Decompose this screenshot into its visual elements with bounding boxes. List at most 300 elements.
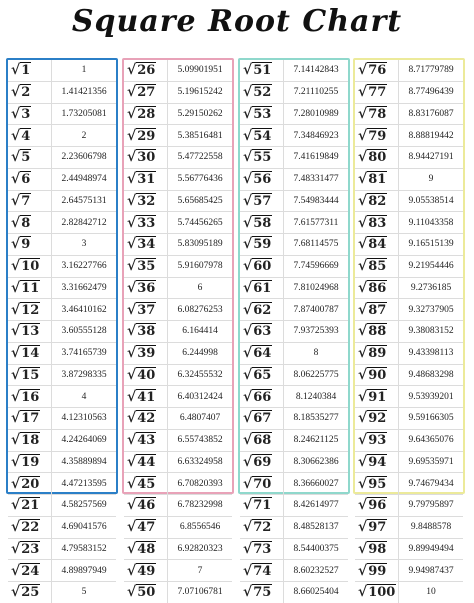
root-value: 8.77496439 (399, 81, 464, 103)
root-table (124, 60, 232, 603)
radical-cell (8, 321, 52, 343)
table-row (124, 342, 232, 364)
radical-symbol: √ (358, 562, 368, 579)
radical-symbol: √ (358, 279, 368, 296)
radicand: 30 (137, 150, 156, 166)
radicand: 84 (368, 237, 387, 253)
radical-cell (8, 190, 52, 212)
table-row (8, 560, 116, 582)
radicand: 64 (253, 346, 272, 362)
radical-cell (355, 234, 399, 256)
table-row (355, 234, 463, 256)
radical-symbol: √ (127, 236, 137, 253)
radical-cell (8, 168, 52, 190)
table-row (240, 60, 348, 81)
root-value: 4.89897949 (52, 560, 117, 582)
radical-cell (240, 321, 284, 343)
table-row (240, 364, 348, 386)
root-value: 9.74679434 (399, 473, 464, 495)
radical-cell (355, 495, 399, 517)
radical-symbol: √ (358, 258, 368, 275)
radical-symbol: √ (358, 584, 368, 601)
radical-symbol: √ (11, 410, 21, 427)
radical-cell (8, 103, 52, 125)
root-value: 1 (52, 60, 117, 81)
radical-symbol: √ (243, 345, 253, 362)
root-column-1 (6, 58, 118, 601)
root-value: 8.54400375 (284, 538, 349, 560)
root-value: 8.48528137 (284, 516, 349, 538)
table-row (355, 321, 463, 343)
root-value: 7.61577311 (284, 212, 349, 234)
root-value: 9.89949494 (399, 538, 464, 560)
root-value: 5.65685425 (168, 190, 233, 212)
radical-cell (8, 429, 52, 451)
radicand: 33 (137, 215, 156, 231)
radical-symbol: √ (358, 192, 368, 209)
radical-symbol: √ (127, 105, 137, 122)
table-row (240, 560, 348, 582)
root-value: 9.32737905 (399, 299, 464, 321)
table-row (8, 364, 116, 386)
radical-cell (8, 408, 52, 430)
root-value: 6.32455532 (168, 364, 233, 386)
table-row (240, 342, 348, 364)
radicand: 46 (137, 498, 156, 514)
root-value: 6.244998 (168, 342, 233, 364)
radical-symbol: √ (11, 192, 21, 209)
chart-title: Square Root Chart (71, 4, 403, 39)
table-row (355, 60, 463, 81)
root-value: 8.83176087 (399, 103, 464, 125)
table-row (8, 538, 116, 560)
root-value: 8.36660027 (284, 473, 349, 495)
radical-cell (124, 538, 168, 560)
root-value: 5.38516481 (168, 125, 233, 147)
table-row (8, 495, 116, 517)
radical-cell (124, 81, 168, 103)
radicand: 70 (253, 476, 272, 492)
radical-cell (8, 560, 52, 582)
radicand: 45 (137, 476, 156, 492)
table-row (8, 299, 116, 321)
table-row (240, 516, 348, 538)
radical-symbol: √ (11, 345, 21, 362)
radical-cell (8, 147, 52, 169)
table-row (355, 560, 463, 582)
root-value: 4.69041576 (52, 516, 117, 538)
radical-cell (124, 473, 168, 495)
radical-symbol: √ (358, 519, 368, 536)
radicand: 78 (368, 106, 387, 122)
radical-cell (8, 495, 52, 517)
radical-symbol: √ (358, 475, 368, 492)
table-row (355, 495, 463, 517)
radicand: 50 (137, 585, 156, 601)
radicand: 96 (368, 498, 387, 514)
radical-cell (124, 299, 168, 321)
table-row (124, 364, 232, 386)
radical-cell (240, 190, 284, 212)
root-value: 7.28010989 (284, 103, 349, 125)
root-value: 8.94427191 (399, 147, 464, 169)
radicand: 16 (21, 389, 40, 405)
radical-cell (8, 582, 52, 603)
radical-symbol: √ (11, 84, 21, 101)
radical-cell (240, 516, 284, 538)
radical-cell (240, 364, 284, 386)
radical-symbol: √ (127, 388, 137, 405)
root-value: 2 (52, 125, 117, 147)
radical-symbol: √ (11, 519, 21, 536)
radicand: 52 (253, 85, 272, 101)
root-value: 9 (399, 168, 464, 190)
radical-symbol: √ (127, 410, 137, 427)
radicand: 47 (137, 520, 156, 536)
radical-symbol: √ (358, 84, 368, 101)
radical-symbol: √ (243, 301, 253, 318)
radical-symbol: √ (127, 127, 137, 144)
radical-symbol: √ (243, 258, 253, 275)
root-value: 3.46410162 (52, 299, 117, 321)
table-row (8, 342, 116, 364)
root-value: 6.40312424 (168, 386, 233, 408)
radicand: 59 (253, 237, 272, 253)
radicand: 66 (253, 389, 272, 405)
table-row (355, 190, 463, 212)
root-value: 3.74165739 (52, 342, 117, 364)
root-value: 9.05538514 (399, 190, 464, 212)
radicand: 62 (253, 302, 272, 318)
table-row (240, 495, 348, 517)
radical-symbol: √ (358, 149, 368, 166)
table-row (8, 147, 116, 169)
table-row (355, 168, 463, 190)
root-value: 4.12310563 (52, 408, 117, 430)
radical-cell (355, 538, 399, 560)
radical-cell (124, 582, 168, 603)
radical-symbol: √ (11, 432, 21, 449)
table-row (8, 103, 116, 125)
radicand: 38 (137, 324, 156, 340)
root-value: 9.8488578 (399, 516, 464, 538)
radical-cell (355, 299, 399, 321)
table-row (124, 451, 232, 473)
radical-symbol: √ (243, 127, 253, 144)
radical-symbol: √ (243, 236, 253, 253)
table-row (124, 560, 232, 582)
radicand: 72 (253, 520, 272, 536)
radicand: 87 (368, 302, 387, 318)
radicand: 42 (137, 411, 156, 427)
radicand: 43 (137, 433, 156, 449)
root-value: 7.34846923 (284, 125, 349, 147)
radicand: 81 (368, 172, 387, 188)
root-value: 7.48331477 (284, 168, 349, 190)
radical-symbol: √ (11, 584, 21, 601)
radical-symbol: √ (11, 562, 21, 579)
table-row (124, 495, 232, 517)
table-row (8, 125, 116, 147)
radical-cell (124, 125, 168, 147)
root-value: 6 (168, 277, 233, 299)
root-value: 1.41421356 (52, 81, 117, 103)
radical-symbol: √ (11, 236, 21, 253)
radicand: 73 (253, 541, 272, 557)
radical-cell (8, 473, 52, 495)
radicand: 24 (21, 563, 40, 579)
radical-symbol: √ (127, 149, 137, 166)
radical-symbol: √ (11, 149, 21, 166)
table-row (240, 125, 348, 147)
root-value: 8.18535277 (284, 408, 349, 430)
radicand: 27 (137, 85, 156, 101)
radical-symbol: √ (11, 323, 21, 340)
table-row (8, 190, 116, 212)
radical-symbol: √ (11, 279, 21, 296)
radical-cell (8, 364, 52, 386)
root-value: 7.81024968 (284, 277, 349, 299)
root-value: 9.21954446 (399, 255, 464, 277)
radical-cell (240, 60, 284, 81)
radical-symbol: √ (127, 171, 137, 188)
radical-symbol: √ (243, 84, 253, 101)
table-row (124, 516, 232, 538)
radical-symbol: √ (127, 562, 137, 579)
radical-cell (355, 81, 399, 103)
radical-symbol: √ (243, 497, 253, 514)
radicand: 76 (368, 63, 387, 79)
radicand: 60 (253, 259, 272, 275)
radical-cell (124, 212, 168, 234)
radical-cell (355, 103, 399, 125)
radical-symbol: √ (127, 345, 137, 362)
radicand: 51 (253, 63, 272, 79)
table-row (240, 538, 348, 560)
radical-cell (355, 451, 399, 473)
root-value: 9.48683298 (399, 364, 464, 386)
root-value: 5.91607978 (168, 255, 233, 277)
radical-cell (8, 60, 52, 81)
radical-cell (240, 147, 284, 169)
table-row (240, 81, 348, 103)
radical-cell (355, 516, 399, 538)
root-value: 5.09901951 (168, 60, 233, 81)
table-row (124, 147, 232, 169)
radicand: 41 (137, 389, 156, 405)
radical-symbol: √ (127, 62, 137, 79)
table-row (124, 255, 232, 277)
table-row (8, 321, 116, 343)
radical-symbol: √ (243, 105, 253, 122)
radicand: 71 (253, 498, 272, 514)
radical-symbol: √ (243, 388, 253, 405)
radical-symbol: √ (11, 475, 21, 492)
radical-symbol: √ (358, 432, 368, 449)
radical-cell (355, 255, 399, 277)
radical-symbol: √ (127, 453, 137, 470)
radicand: 75 (253, 585, 272, 601)
radical-symbol: √ (358, 388, 368, 405)
root-value: 1.73205081 (52, 103, 117, 125)
radical-symbol: √ (358, 345, 368, 362)
radical-cell (8, 386, 52, 408)
radical-symbol: √ (358, 105, 368, 122)
root-value: 9.94987437 (399, 560, 464, 582)
table-row (355, 342, 463, 364)
table-row (124, 190, 232, 212)
radicand: 7 (21, 193, 31, 209)
table-row (8, 516, 116, 538)
radicand: 4 (21, 128, 31, 144)
radicand: 82 (368, 193, 387, 209)
radical-symbol: √ (358, 236, 368, 253)
radical-symbol: √ (11, 366, 21, 383)
radicand: 90 (368, 367, 387, 383)
radical-symbol: √ (11, 453, 21, 470)
table-row (124, 277, 232, 299)
radicand: 57 (253, 193, 272, 209)
root-table (8, 60, 116, 603)
table-row (355, 538, 463, 560)
radicand: 55 (253, 150, 272, 166)
root-value: 5.74456265 (168, 212, 233, 234)
radical-symbol: √ (127, 540, 137, 557)
radical-cell (124, 516, 168, 538)
radical-cell (8, 125, 52, 147)
root-value: 4.35889894 (52, 451, 117, 473)
root-value: 9.59166305 (399, 408, 464, 430)
root-value: 7.68114575 (284, 234, 349, 256)
radical-cell (8, 234, 52, 256)
radicand: 40 (137, 367, 156, 383)
root-value: 9.79795897 (399, 495, 464, 517)
radical-symbol: √ (127, 214, 137, 231)
radicand: 95 (368, 476, 387, 492)
table-row (355, 473, 463, 495)
radical-symbol: √ (11, 127, 21, 144)
radicand: 21 (21, 498, 40, 514)
root-value: 9.64365076 (399, 429, 464, 451)
radicand: 6 (21, 172, 31, 188)
radicand: 15 (21, 367, 40, 383)
radical-symbol: √ (243, 323, 253, 340)
table-row (355, 212, 463, 234)
radicand: 83 (368, 215, 387, 231)
root-value: 9.43398113 (399, 342, 464, 364)
radical-symbol: √ (243, 279, 253, 296)
radicand: 79 (368, 128, 387, 144)
radicand: 10 (21, 259, 40, 275)
root-value: 4.24264069 (52, 429, 117, 451)
table-row (355, 364, 463, 386)
radical-cell (240, 408, 284, 430)
radical-cell (355, 582, 399, 603)
radical-symbol: √ (243, 149, 253, 166)
radical-cell (8, 212, 52, 234)
table-row (124, 234, 232, 256)
radicand: 86 (368, 280, 387, 296)
root-value: 7.21110255 (284, 81, 349, 103)
radical-symbol: √ (127, 301, 137, 318)
radical-cell (124, 234, 168, 256)
radicand: 1 (21, 63, 31, 79)
table-row (355, 103, 463, 125)
root-value: 7.74596669 (284, 255, 349, 277)
radical-cell (124, 495, 168, 517)
root-value: 7.14142843 (284, 60, 349, 81)
radical-cell (124, 429, 168, 451)
root-value: 4 (52, 386, 117, 408)
table-row (8, 451, 116, 473)
root-value: 8.06225775 (284, 364, 349, 386)
radicand: 49 (137, 563, 156, 579)
radicand: 25 (21, 585, 40, 601)
radical-symbol: √ (243, 214, 253, 231)
table-row (8, 255, 116, 277)
radical-symbol: √ (11, 171, 21, 188)
table-row (355, 386, 463, 408)
root-value: 9.38083152 (399, 321, 464, 343)
radical-symbol: √ (127, 366, 137, 383)
radical-cell (240, 168, 284, 190)
table-row (355, 299, 463, 321)
radical-symbol: √ (243, 540, 253, 557)
radical-cell (240, 103, 284, 125)
table-row (240, 473, 348, 495)
radicand: 44 (137, 454, 156, 470)
radical-cell (355, 473, 399, 495)
radicand: 17 (21, 411, 40, 427)
root-value: 5.83095189 (168, 234, 233, 256)
radical-symbol: √ (358, 497, 368, 514)
radicand: 13 (21, 324, 40, 340)
radical-symbol: √ (243, 366, 253, 383)
radical-cell (240, 429, 284, 451)
table-row (240, 582, 348, 603)
radical-symbol: √ (243, 453, 253, 470)
root-value: 8.30662386 (284, 451, 349, 473)
radical-symbol: √ (243, 410, 253, 427)
radicand: 54 (253, 128, 272, 144)
table-row (240, 386, 348, 408)
radical-symbol: √ (11, 497, 21, 514)
table-row (355, 582, 463, 603)
radical-symbol: √ (11, 301, 21, 318)
table-row (240, 103, 348, 125)
radicand: 31 (137, 172, 156, 188)
radicand: 100 (368, 585, 396, 601)
radical-symbol: √ (11, 388, 21, 405)
root-value: 6.4807407 (168, 408, 233, 430)
radical-cell (355, 147, 399, 169)
table-row (8, 582, 116, 603)
radical-cell (8, 299, 52, 321)
table-row (240, 408, 348, 430)
root-column-4 (353, 58, 465, 601)
radicand: 74 (253, 563, 272, 579)
radical-cell (124, 277, 168, 299)
root-value: 7.41619849 (284, 147, 349, 169)
table-row (124, 125, 232, 147)
radicand: 2 (21, 85, 31, 101)
table-row (8, 234, 116, 256)
radical-symbol: √ (127, 279, 137, 296)
radicand: 8 (21, 215, 31, 231)
radical-cell (124, 321, 168, 343)
table-row (124, 582, 232, 603)
root-value: 5.29150262 (168, 103, 233, 125)
